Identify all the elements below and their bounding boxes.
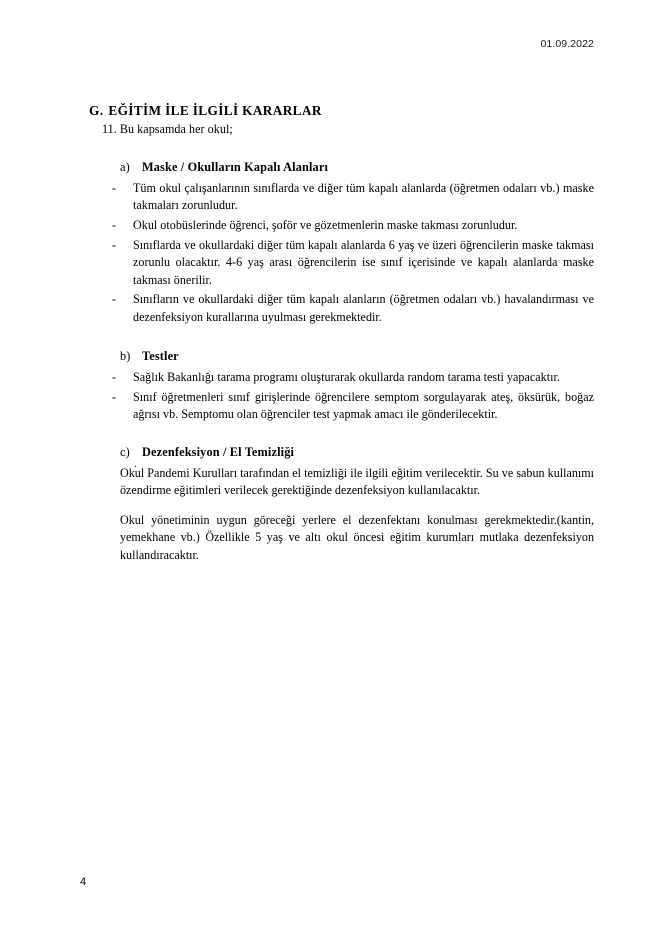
subsection-title-a: Maske / Okulların Kapalı Alanları: [142, 160, 329, 175]
intro-line: 11. Bu kapsamda her okul;: [102, 121, 233, 136]
subsection-heading-c: [0, 444, 670, 461]
page-number: 4: [80, 876, 87, 888]
list-item: [0, 237, 670, 289]
list-item: [0, 217, 670, 234]
subsection-title-b: Testler: [142, 349, 179, 364]
document-body: [0, 103, 670, 564]
dash-bullet-icon: -: [112, 292, 117, 307]
subsection-maske: [0, 159, 670, 326]
paragraph: Okul Pandemi Kurulları tarafından el temizliği ile ilgili eğitim verilecektir. Su ve sabun kullanımı özendirme eğitimleri verilecek gerektiğinde dezenfeksiyon kullanılacaktır.: [120, 465, 594, 498]
stray-period-mark: .: [134, 456, 137, 470]
subsection-dezenfeksiyon: [0, 444, 670, 564]
paragraph: Okul yönetiminin uygun göreceği yerlere el dezenfektanı konulması gerekmektedir.(kantin, yemekhane vb.) Özellikle 5 yaş ve altı okul öncesi eğitim kurumları mutlaka dezenfeksiyon kullandıracaktır.: [120, 512, 594, 562]
list-item-text: Sınıfların ve okullardaki diğer tüm kapalı alanların (öğretmen odaları vb.) havalandırması ve dezenfeksiyon kurallarına uyulması gerekmektedir.: [133, 292, 594, 324]
subsection-marker-b: b): [120, 349, 131, 364]
dash-bullet-icon: -: [112, 237, 117, 252]
dash-bullet-icon: -: [112, 218, 117, 233]
document-date: 01.09.2022: [540, 38, 594, 50]
subsection-testler: [0, 348, 670, 423]
dash-bullet-icon: -: [112, 180, 117, 195]
subsection-marker-a: a): [120, 160, 130, 175]
page-title: [0, 103, 670, 120]
list-item-text: Sınıf öğretmenleri sınıf girişlerinde öğrencilere semptom sorgulayarak ateş, öksürük, boğaz ağrısı vb. Semptomu olan öğrenciler test yapmak amacı ile gönderilecektir.: [133, 389, 594, 421]
bullet-list-a: [0, 180, 670, 326]
list-item-text: Tüm okul çalışanlarının sınıflarda ve diğer tüm kapalı alanlarda (öğretmen odaları vb.) maske takmaları zorunludur.: [133, 180, 594, 213]
list-item-text: Sağlık Bakanlığı tarama programı oluşturarak okullarda random tarama testi yapacaktır.: [133, 369, 560, 384]
list-item: [0, 291, 670, 326]
subsection-heading-a: [0, 159, 670, 176]
section-letter: G.: [89, 103, 104, 118]
list-item-text: Okul otobüslerinde öğrenci, şoför ve gözetmenlerin maske takması zorunludur.: [133, 218, 518, 233]
dash-bullet-icon: -: [112, 369, 117, 384]
subsection-heading-b: [0, 348, 670, 365]
subsection-title-c: Dezenfeksiyon / El Temizliği: [142, 445, 295, 460]
section-title-text: EĞİTİM İLE İLGİLİ KARARLAR: [108, 103, 322, 118]
list-item: [0, 180, 670, 215]
subsection-marker-c: c): [120, 445, 130, 460]
list-item-text: Sınıflarda ve okullardaki diğer tüm kapalı alanlarda 6 yaş ve üzeri öğrencilerin maske takması zorunlu olacaktır. 4-6 yaş arası öğrencilerin ise sınıf içerisinde ve kapalı alanlarda maske takması önerilir.: [133, 237, 594, 287]
list-item: [0, 389, 670, 424]
list-item: [0, 369, 670, 386]
bullet-list-b: [0, 369, 670, 424]
dash-bullet-icon: -: [112, 389, 117, 404]
